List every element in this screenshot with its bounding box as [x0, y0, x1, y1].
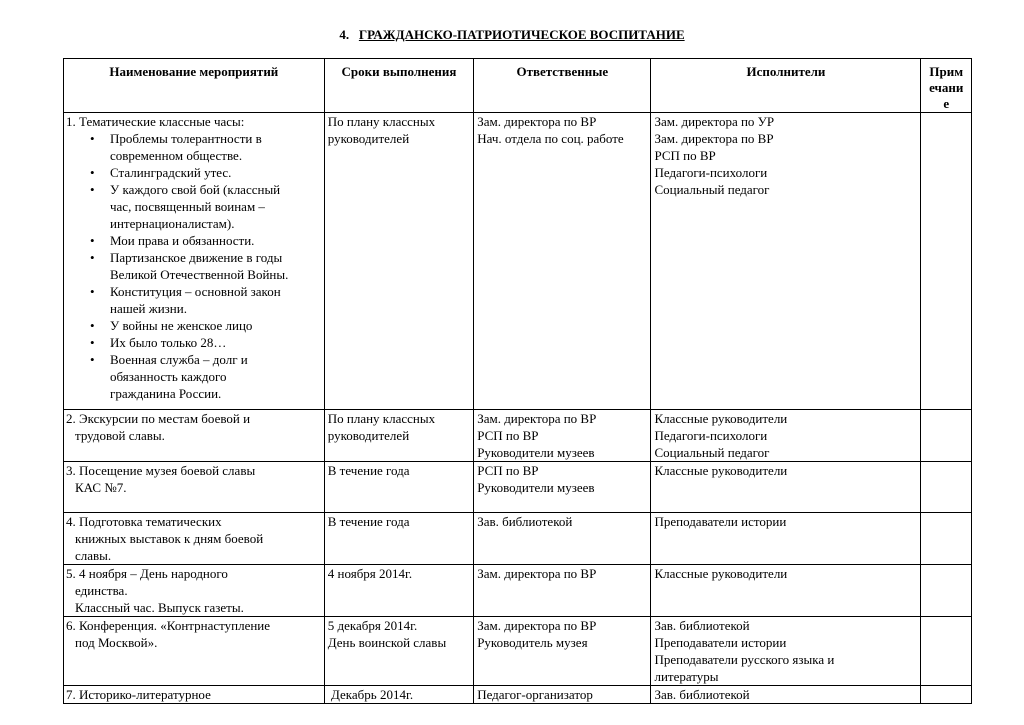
dates-cell: 4 ноября 2014г. [324, 565, 473, 617]
event-cell: 3. Посещение музея боевой славы КАС №7. [64, 462, 325, 513]
responsible-cell: Зам. директора по ВР [474, 565, 651, 617]
responsible-cell: Зам. директора по ВР РСП по ВР Руководители музеев [474, 410, 651, 462]
executors-cell: Классные руководители Педагоги-психологи Социальный педагог [651, 410, 921, 462]
notes-cell [921, 410, 972, 462]
event-cell: 6. Конференция. «Контрнаступление под Москвой». [64, 617, 325, 686]
table-row [64, 113, 972, 410]
responsible-cell: Зам. директора по ВР Нач. отдела по соц. работе [474, 113, 651, 410]
section-title [0, 27, 1024, 43]
section-number: 4. [339, 27, 350, 42]
table-row [64, 565, 972, 617]
responsible-cell: Педагог-организатор [474, 686, 651, 704]
table-row [64, 617, 972, 686]
event-cell: 7. Историко-литературное [64, 686, 325, 704]
header-executors: Исполнители [651, 59, 921, 113]
event-topic-list [64, 130, 321, 402]
table-row [64, 686, 972, 704]
header-responsible: Ответственные [474, 59, 651, 113]
section-title-text: ГРАЖДАНСКО-ПАТРИОТИЧЕСКОЕ ВОСПИТАНИЕ [358, 27, 685, 42]
responsible-cell: Зам. директора по ВР Руководитель музея [474, 617, 651, 686]
event-cell [64, 113, 325, 410]
table-header-row [64, 59, 972, 113]
events-table [63, 58, 972, 704]
dates-cell: По плану классных руководителей [324, 113, 473, 410]
dates-cell: 5 декабря 2014г. День воинской славы [324, 617, 473, 686]
header-notes-line: е [943, 96, 950, 111]
responsible-cell: Зав. библиотекой [474, 513, 651, 565]
table-row [64, 410, 972, 462]
list-item: • Их было только 28… [110, 334, 321, 351]
notes-cell [921, 686, 972, 704]
list-item: • У войны не женское лицо [110, 317, 321, 334]
notes-cell [921, 617, 972, 686]
dates-cell: В течение года [324, 462, 473, 513]
executors-cell: Зам. директора по УР Зам. директора по ВР РСП по ВР Педагоги-психологи Социальный педагог [651, 113, 921, 410]
event-cell: 2. Экскурсии по местам боевой и трудовой славы. [64, 410, 325, 462]
header-events: Наименование мероприятий [64, 59, 325, 113]
list-item: • Сталинградский утес. [110, 164, 321, 181]
event-cell: 4. Подготовка тематических книжных выставок к дням боевой славы. [64, 513, 325, 565]
executors-cell: Классные руководители [651, 462, 921, 513]
notes-cell [921, 513, 972, 565]
list-item: • Проблемы толерантности в современном обществе. [110, 130, 321, 164]
dates-cell: Декабрь 2014г. [324, 686, 473, 704]
list-item: • Мои права и обязанности. [110, 232, 321, 249]
list-item: • Конституция – основной закон нашей жизни. [110, 283, 321, 317]
list-item: • Партизанское движение в годы Великой Отечественной Войны. [110, 249, 321, 283]
notes-cell [921, 113, 972, 410]
notes-cell [921, 462, 972, 513]
notes-cell [921, 565, 972, 617]
responsible-cell: РСП по ВР Руководители музеев [474, 462, 651, 513]
executors-cell: Зав. библиотекой [651, 686, 921, 704]
executors-cell: Зав. библиотекой Преподаватели истории Преподаватели русского языка и литературы [651, 617, 921, 686]
executors-cell: Преподаватели истории [651, 513, 921, 565]
header-notes-line: Прим [929, 64, 964, 79]
executors-cell: Классные руководители [651, 565, 921, 617]
dates-cell: По плану классных руководителей [324, 410, 473, 462]
table-row [64, 513, 972, 565]
header-notes-line: ечани [929, 80, 964, 95]
table-row [64, 462, 972, 513]
header-dates: Сроки выполнения [324, 59, 473, 113]
event-title: 1. Тематические классные часы: [66, 114, 245, 129]
list-item: • Военная служба – долг и обязанность каждого гражданина России. [110, 351, 321, 402]
dates-cell: В течение года [324, 513, 473, 565]
event-cell: 5. 4 ноября – День народного единства. Классный час. Выпуск газеты. [64, 565, 325, 617]
header-notes [921, 59, 972, 113]
list-item: • У каждого свой бой (классный час, посвященный воинам – интернационалистам). [110, 181, 321, 232]
